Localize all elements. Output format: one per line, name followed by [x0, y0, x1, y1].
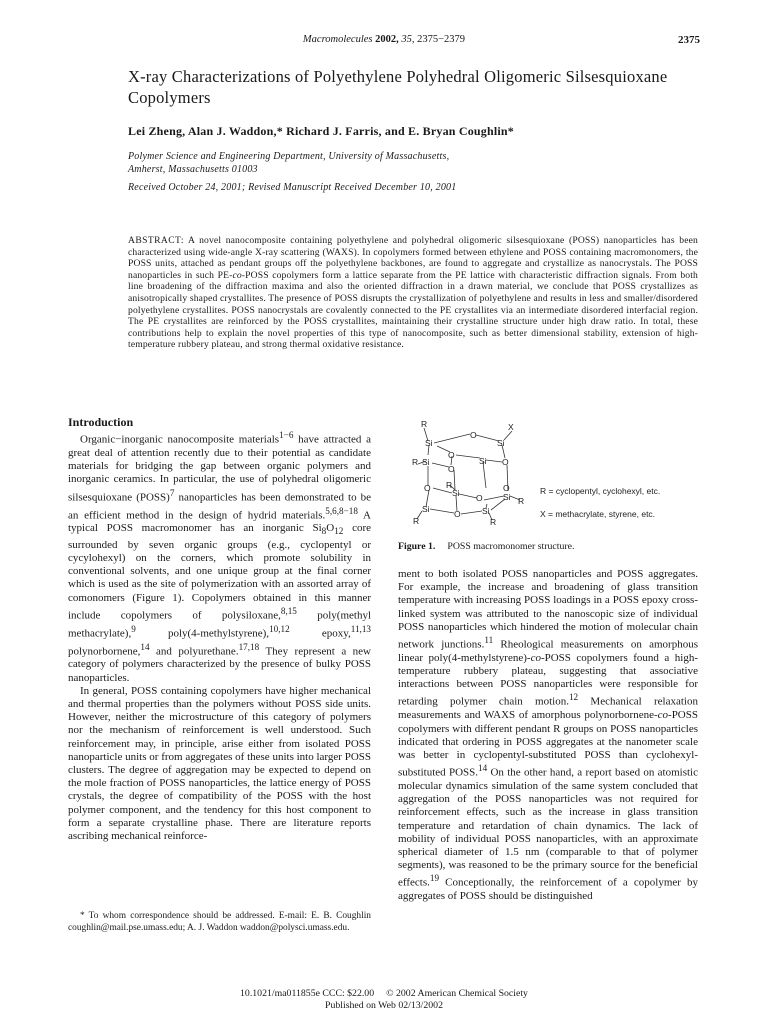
atom-label: R [412, 457, 419, 467]
journal-year: 2002, [375, 34, 399, 45]
abstract-text: A novel nanocomposite containing polyethylene and polyhedral oligomeric silsesquioxane (POSS) nanoparticles has been characterized using wide-angle X-ray scattering (WAXS). In copolymers formed between ethylene and POSS containing macromonomers, the POSS units, attached as pendant groups off the polyethylene backbones, are found to aggregate and crystallize as nanocrystals. The POSS nanoparticles in such PE- [128, 235, 698, 281]
abstract-label: ABSTRACT: [128, 235, 184, 246]
legend-r: R = cyclopentyl, cyclohexyl, etc. [540, 486, 661, 496]
atom-label: Si [452, 488, 460, 498]
atom-label: Si [425, 438, 433, 448]
atom-label: X [508, 422, 514, 432]
footnote [68, 910, 371, 934]
footer-line [0, 988, 768, 1000]
atom-label: O [476, 493, 483, 503]
citation: 11 [484, 635, 494, 646]
citation: 17,18 [238, 641, 260, 652]
affiliation [128, 151, 628, 176]
atom-label: R [446, 480, 453, 490]
atom-label: O [424, 483, 431, 493]
citation: 12 [568, 692, 579, 703]
atom-label: Si [482, 506, 490, 516]
published-date: Published on Web 02/13/2002 [325, 1000, 443, 1011]
figure-label: Figure 1. [398, 541, 436, 552]
page-footer [0, 988, 768, 1012]
doi-price: 10.1021/ma011855e CCC: $22.00 [240, 988, 375, 999]
atom-label: O [454, 509, 461, 519]
figure-poss-structure [412, 420, 702, 530]
abstract-text: -POSS copolymers form a lattice separate from the PE lattice with characteristic diffraction signals. From both line broadening of the diffraction maxima and also the oriented diffraction in a drawn material, we conclude that POSS crystallizes as anisotropically shaped crystallites. The presence of POSS disrupts the crystallization of polyethylene and results in less and smaller/disordered polyethylene crystallites. POSS nanocrystals are covalently connected to the PE crystallites via an intermediate disordered interfacial region. The PE crystallites are reinforced by the POSS crystallites, maintaining their crystalline structure under high draw ratio. In total, these contributions help to explain the novel properties of this type of nanocomposite, such as better dimensional stability, extension of high-temperature rubbery plateau, and strong thermal oxidative resistance. [128, 269, 698, 351]
affiliation-line: Amherst, Massachusetts 01003 [128, 163, 258, 175]
legend-x: X = methacrylate, styrene, etc. [540, 509, 656, 519]
atom-label: Si [497, 438, 505, 448]
citation: 9 [131, 623, 136, 634]
citation: 19 [429, 873, 440, 884]
left-column [68, 416, 371, 843]
atom-label: Si [422, 457, 430, 467]
citation: 1−6 [279, 430, 294, 441]
paragraph: In general, POSS containing copolymers have higher mechanical and thermal properties than the polymers without POSS side units. However, neither the microstructure of this category of polymers nor the mechanism of reinforcement is well understood. Such reinforcement may, in principle, arise either from isolated POSS nanoparticle units or from aggregates of these units into larger POSS clusters. The degree of aggregation may be expected to depend on the mole fraction of POSS nanoparticles, the lattice energy of POSS crystals, the degree of compatibility of the POSS with the host polymer component, and the tendency for this host component to form a separate crystalline phase. There are literature reports ascribing mechanical reinforce- [68, 684, 371, 843]
atom-label: Si [503, 492, 511, 502]
atom-label: O [503, 483, 510, 493]
atom-label: Si [479, 456, 487, 466]
running-head [0, 34, 768, 45]
copyright: © 2002 American Chemical Society [386, 988, 528, 999]
citation: 8,15 [280, 605, 297, 616]
article-title: X-ray Characterizations of Polyethylene Polyhedral Oligomeric Silsesquioxane Copolymers [128, 67, 668, 107]
citation: 11,13 [350, 623, 371, 634]
atom-label: O [470, 430, 477, 440]
paragraph: Organic−inorganic nanocomposite materials$^{1-6}$ have attracted a great deal of attention recently due to their potential as candidate materials for bridging the gap between organic polymers and inorganic ceramics. In particular, the use of polyhedral oligomeric silsesquioxane (POSS)$^7$ nanoparticles has been demonstrated to be an efficient method in the design of hydrid materials.$^{5,6,8-18}$ A typical POSS macromonomer has an inorganic $Si_8O_{12}$ core surrounded by seven organic groups (e.g., cyclopentyl or cycylohexyl) on the corners, which promote solubility in conventional solvents, and one unique group at the final corner which is used as the site of polymerization with an assorted array of comonomers (Figure 1). Copolymers obtained in this manner include copolymers of polysiloxane,$^{8,15}$ poly(methyl methacrylate),$^9$ poly(4-methylstyrene),$^{10,12}$ epoxy,$^{11,13}$ polynorbornene,$^{14}$ and polyurethane.$^{17,18}$ They represent a new category of polymers characterized by the presence of bulky POSS nanoparticles. [68, 430, 372, 684]
atom-label: O [448, 464, 455, 474]
journal-name: Macromolecules [302, 34, 373, 45]
atom-label: R [421, 420, 428, 429]
atom-label: O [448, 450, 455, 460]
abstract [128, 235, 698, 351]
author-list: Lei Zheng, Alan J. Waddon,* Richard J. Farris, and E. Bryan Coughlin* [128, 124, 514, 138]
journal-volume: 35, [401, 34, 415, 45]
atom-label: O [502, 457, 509, 467]
atom-label: Si [422, 504, 430, 514]
atom-label: R [518, 496, 525, 506]
right-column [398, 568, 698, 904]
received-dates: Received October 24, 2001; Revised Manuscript Received December 10, 2001 [128, 182, 457, 193]
section-heading: Introduction [68, 415, 134, 429]
correspondence-note: * To whom correspondence should be addressed. E-mail: E. B. Coughlin coughlin@mail.pse.umass.edu; A. J. Waddon waddon@polysci.umass.edu. [68, 911, 371, 933]
journal-pages: 2375−2379 [417, 34, 466, 45]
poss-cage-diagram [412, 420, 702, 530]
page-number: 2375 [678, 34, 700, 46]
citation: 10,12 [269, 623, 290, 634]
paragraph: ment to both isolated POSS nanoparticles and POSS aggregates. For example, the increase and broadening of glass transition temperature with increasing POSS loadings in a POSS epoxy cross-linked system was attributed to the nanoscopic size of individual POSS nanoparticles which hindered the motion of molecular chain network junctions.$^{11}$ Rheological measurements on amorphous linear poly(4-methylstyrene)-co-POSS copolymers found a high-temperature rubbery plateau, suggesting that associative interactions between POSS nanoparticles were responsible for retarding polymer chain motion.$^{12}$ Mechanical relaxation measurements and WAXS of amorphous polynorbornene-co-POSS copolymers with different pendant R groups on POSS nanoparticles indicated that ordering in POSS aggregates at the nanometer scale was better in cyclopentyl-substituted POSS than cyclohexyl-substituted POSS.$^{14}$ On the other hand, a report based on atomistic molecular dynamics simulation of the same system concluded that aggregation of the POSS nanoparticles was not required for reinforcement effects, such as the increase in glass transition temperature and retardation of chain dynamics. The lack of mobility of individual POSS nanoparticles, with an approximate spherical diameter of 1.5 nm (comparable to that of polymer segments), was reasoned to be the primary source for the beneficial effects.$^{19}$ Conceptionally, the reinforcement of a copolymer by aggregates of POSS should be distinguished [398, 568, 698, 903]
citation: 7 [169, 487, 175, 498]
atom-label: R [490, 517, 497, 527]
abstract-co: co [232, 269, 242, 281]
figure-caption [398, 541, 574, 552]
affiliation-line: Polymer Science and Engineering Department, University of Massachusetts, [128, 151, 450, 162]
citation: 14 [140, 641, 150, 652]
atom-label: R [413, 516, 420, 526]
citation: 14 [478, 763, 488, 774]
figure-caption-text: POSS macromonomer structure. [447, 541, 575, 552]
citation: 5,6,8−18 [325, 505, 358, 516]
